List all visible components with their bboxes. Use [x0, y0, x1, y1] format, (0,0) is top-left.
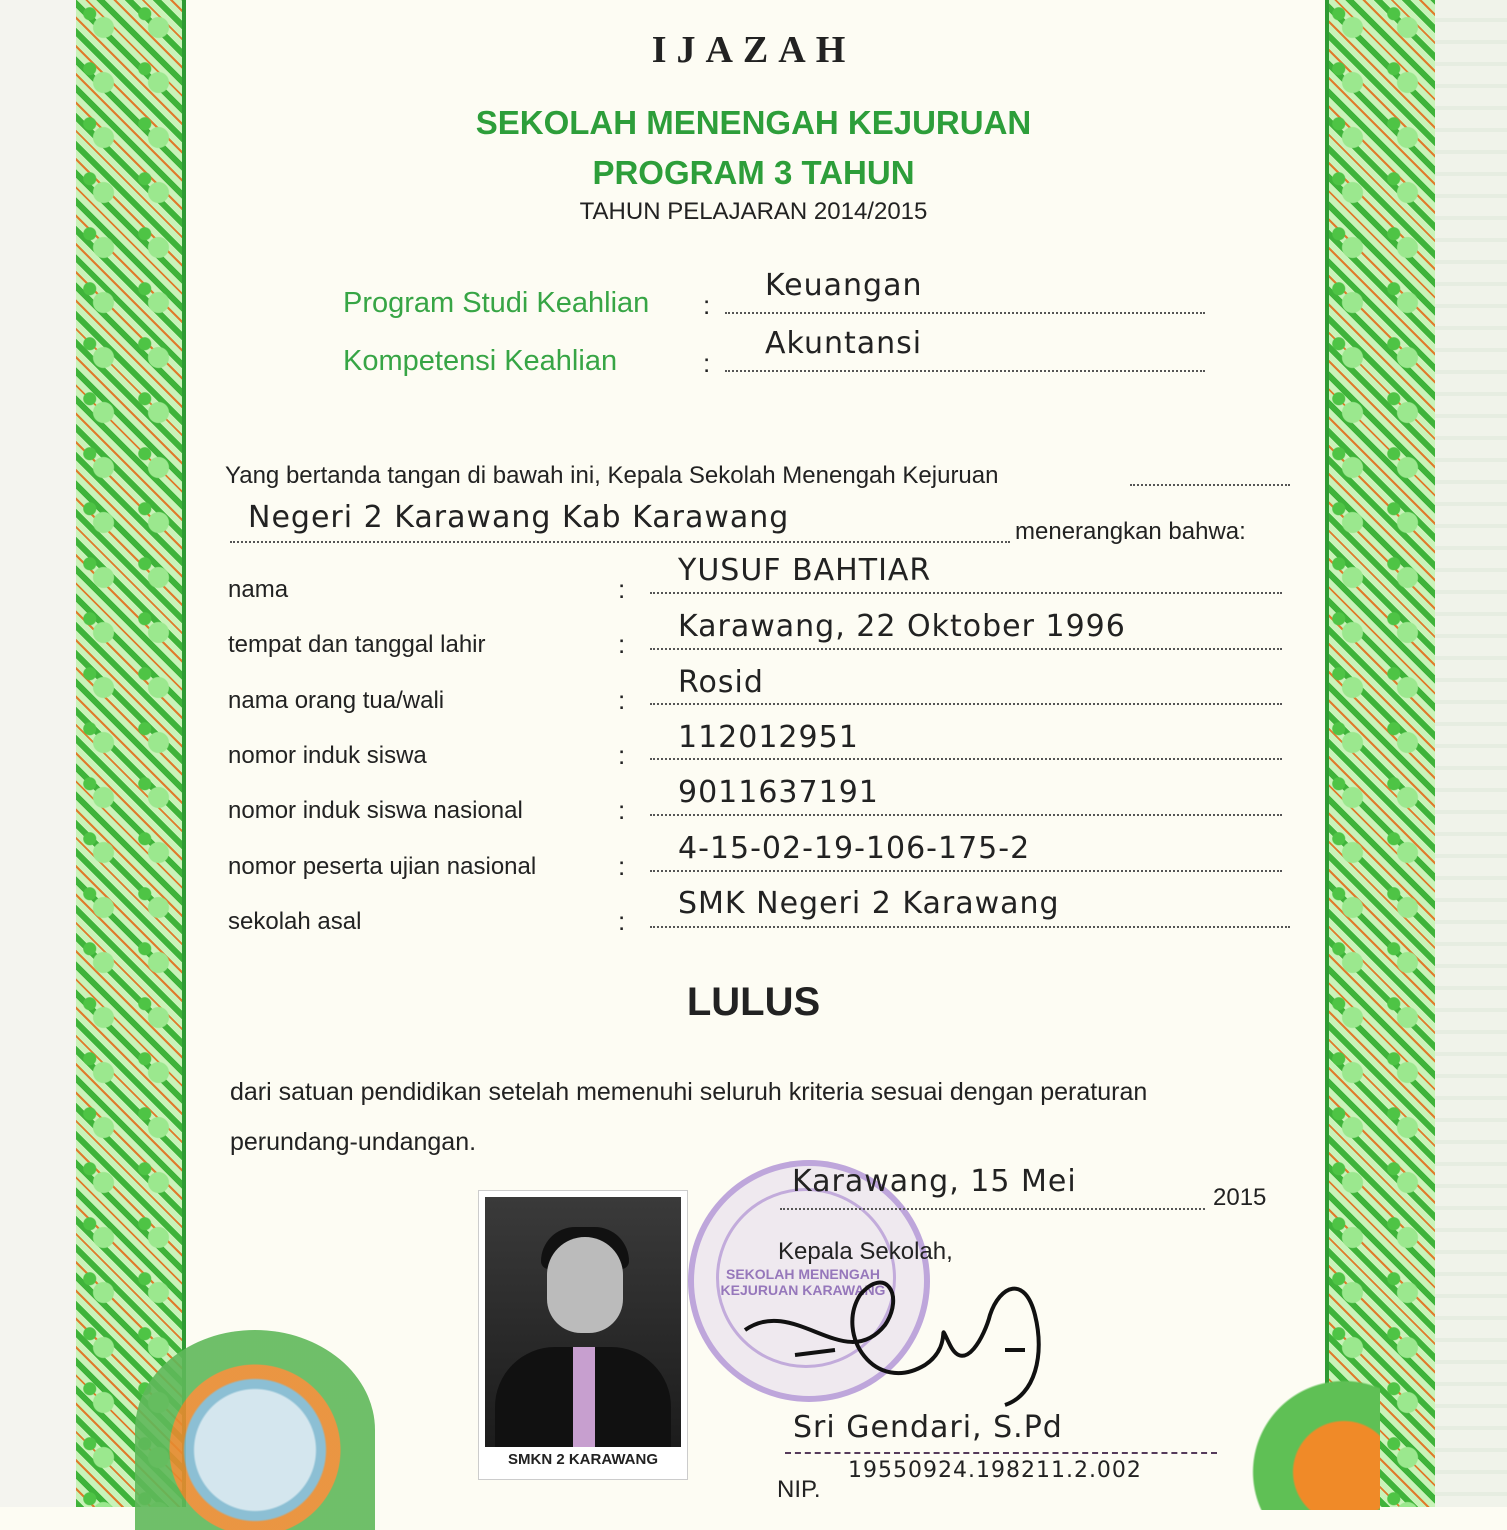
- colon: :: [618, 629, 626, 659]
- underline: [785, 1452, 1217, 1454]
- colon: :: [703, 290, 711, 320]
- study-program-value: Keuangan: [765, 268, 923, 303]
- corner-ornament: [1200, 1320, 1380, 1510]
- field-value-birth: Karawang, 22 Oktober 1996: [678, 609, 1126, 644]
- competence-value: Akuntansi: [765, 326, 923, 361]
- nip-value: 19550924.198211.2.002: [848, 1458, 1142, 1483]
- photo-caption: SMKN 2 KARAWANG: [507, 1451, 658, 1468]
- colon: :: [618, 795, 626, 825]
- field-value-exam: 4-15-02-19-106-175-2: [678, 831, 1031, 866]
- place-date-value: Karawang, 15 Mei: [792, 1164, 1077, 1199]
- dotted-line: [650, 703, 1282, 705]
- dotted-line: [650, 758, 1282, 760]
- field-value-parent: Rosid: [678, 665, 764, 700]
- colon: :: [618, 851, 626, 881]
- field-value-origin: SMK Negeri 2 Karawang: [678, 886, 1060, 921]
- headmaster-signature: [735, 1255, 1075, 1425]
- colon: :: [618, 740, 626, 770]
- field-label-name: nama: [228, 576, 289, 603]
- dotted-line: [650, 592, 1282, 594]
- field-value-name: YUSUF BAHTIAR: [678, 553, 932, 588]
- headmaster-name: Sri Gendari, S.Pd: [793, 1410, 1063, 1445]
- dotted-line: [650, 814, 1282, 816]
- headmaster-title: Kepala Sekolah,: [778, 1238, 953, 1265]
- academic-year: TAHUN PELAJARAN 2014/2015: [579, 198, 928, 225]
- page-edge-left: [0, 0, 76, 1507]
- declares-text: menerangkan bahwa:: [1015, 518, 1246, 545]
- student-photo: [478, 1190, 688, 1480]
- dotted-line: [650, 648, 1282, 650]
- field-label-nisn: nomor induk siswa nasional: [228, 797, 523, 824]
- ornamental-border-left: [76, 0, 186, 1507]
- result-heading: LULUS: [686, 980, 821, 1024]
- dotted-line: [725, 370, 1205, 372]
- dotted-line: [650, 926, 1290, 928]
- field-value-nisn: 9011637191: [678, 775, 879, 810]
- year-text: 2015: [1213, 1184, 1267, 1211]
- field-label-birth: tempat dan tanggal lahir: [228, 631, 486, 658]
- field-label-exam: nomor peserta ujian nasional: [228, 853, 537, 880]
- certificate-title: IJAZAH: [651, 29, 856, 71]
- field-value-nis: 112012951: [678, 720, 859, 755]
- colon: :: [618, 685, 626, 715]
- page-edge-right: [1435, 0, 1507, 1507]
- study-program-label: Program Studi Keahlian: [343, 287, 650, 319]
- school-name-value: Negeri 2 Karawang Kab Karawang: [248, 500, 790, 535]
- colon: :: [703, 348, 711, 378]
- nip-label: NIP.: [777, 1476, 821, 1503]
- stamp-text: SEKOLAH MENENGAH KEJURUAN KARAWANG: [720, 1266, 886, 1298]
- school-type-heading: SEKOLAH MENENGAH KEJURUAN: [475, 104, 1032, 141]
- dotted-line: [1130, 484, 1290, 486]
- dotted-line: [230, 541, 1010, 543]
- colon: :: [618, 574, 626, 604]
- field-label-nis: nomor induk siswa: [228, 742, 427, 769]
- ornamental-border-right: [1325, 0, 1435, 1507]
- program-heading: PROGRAM 3 TAHUN: [592, 154, 915, 191]
- colon: :: [618, 906, 626, 936]
- ministry-seal: [135, 1330, 375, 1530]
- dotted-line: [725, 312, 1205, 314]
- field-label-parent: nama orang tua/wali: [228, 687, 445, 714]
- competence-label: Kompetensi Keahlian: [343, 345, 618, 377]
- dotted-line: [780, 1208, 1205, 1210]
- intro-text: Yang bertanda tangan di bawah ini, Kepala Sekolah Menengah Kejuruan: [225, 462, 999, 489]
- statement-line-2: perundang-undangan.: [230, 1128, 477, 1156]
- field-label-origin: sekolah asal: [228, 908, 362, 935]
- statement-line-1: dari satuan pendidikan setelah memenuhi seluruh kriteria sesuai dengan peraturan: [230, 1078, 1148, 1106]
- dotted-line: [650, 870, 1282, 872]
